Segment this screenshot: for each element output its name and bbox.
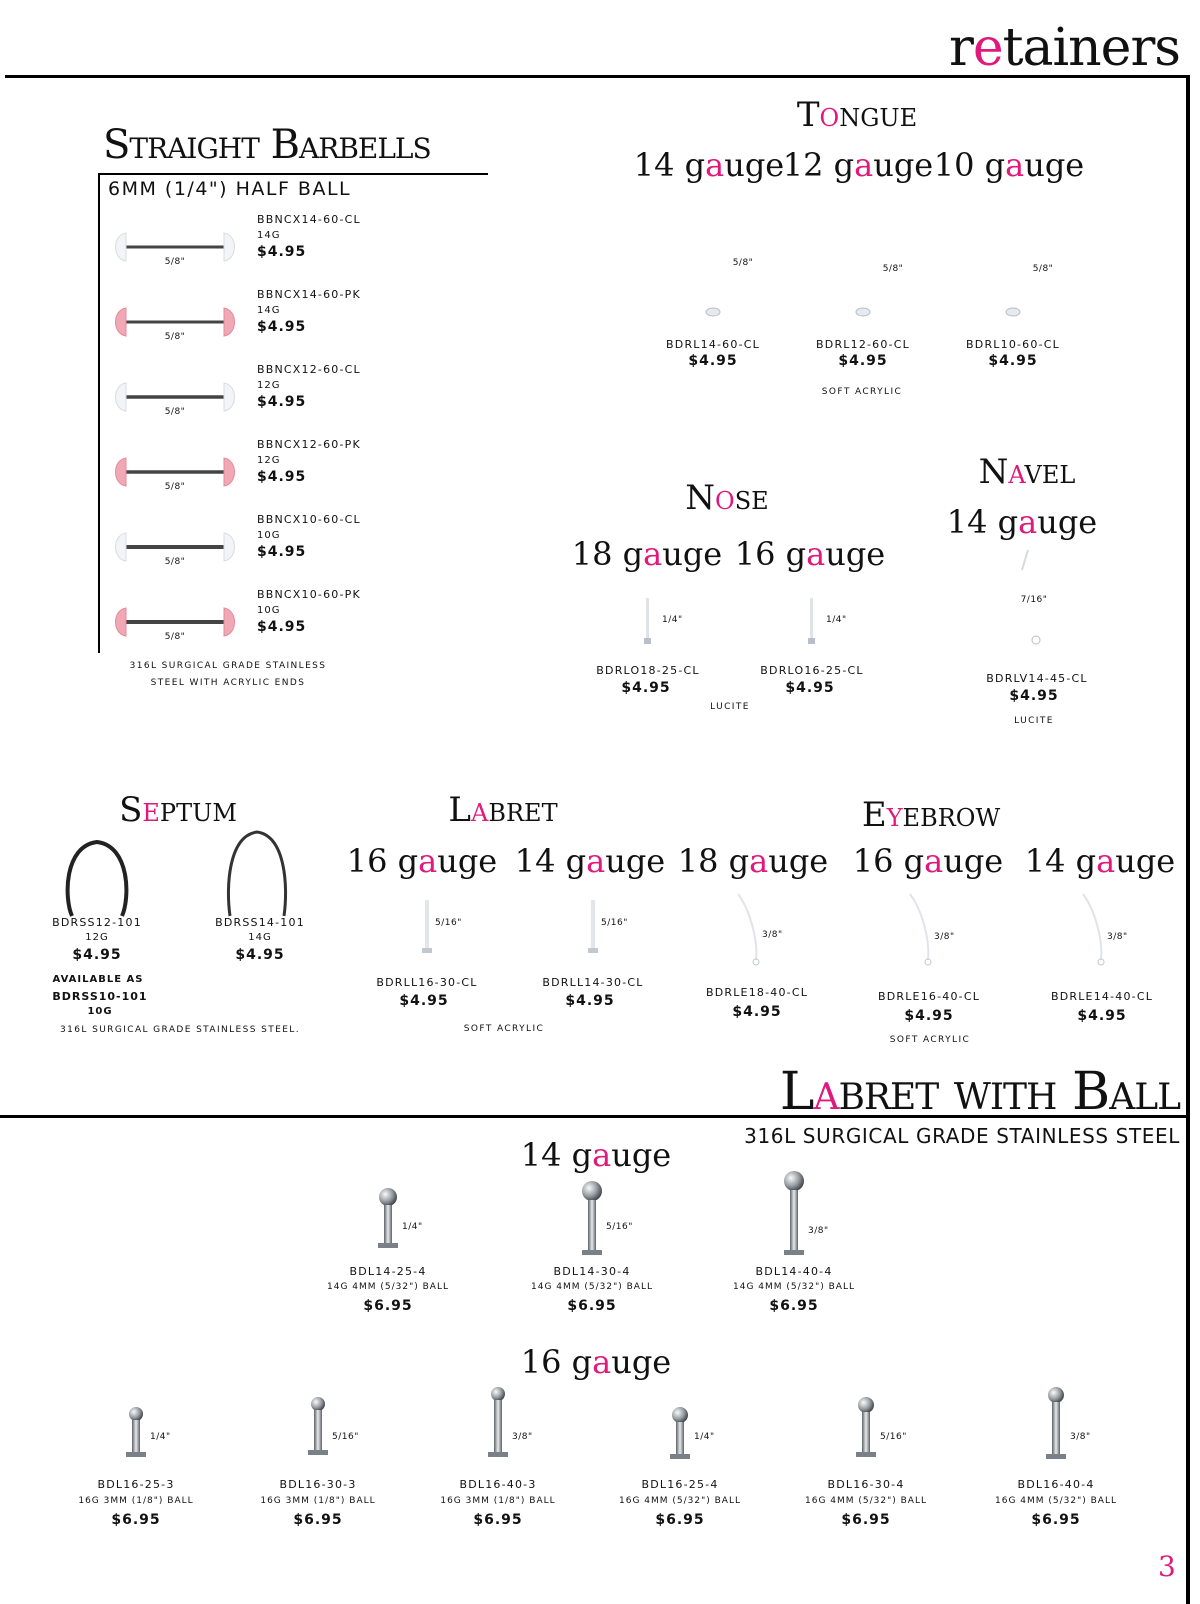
- labret-ball-image: [1036, 1386, 1076, 1464]
- labret-ball-size-label: 1/4": [150, 1432, 171, 1442]
- navel-price: $4.95: [1009, 688, 1059, 704]
- labret-sku: BDRLL16-30-CL: [376, 976, 478, 989]
- labret-ball-desc: 16G 4MM (5/32") BALL: [995, 1496, 1117, 1506]
- labret-ball-sku: BDL16-40-4: [1017, 1478, 1095, 1491]
- barbell-gauge: 10G: [257, 530, 281, 541]
- nose-size-label: 1/4": [826, 615, 847, 625]
- labret-ball-size-label: 3/8": [808, 1226, 829, 1236]
- barbell-size-label: 5/8": [164, 407, 186, 417]
- septum-gauge: 12G: [85, 932, 109, 943]
- tongue-size-label: 5/8": [882, 264, 904, 274]
- septum-ring-12g: [62, 838, 132, 918]
- labret-sku: BDRLL14-30-CL: [542, 976, 644, 989]
- nose-gauge-18: 18 gauge: [571, 535, 723, 573]
- tongue-price: $4.95: [688, 353, 738, 369]
- labret-title: Labret: [448, 790, 558, 830]
- eyebrow-sku: BDRLE16-40-CL: [877, 990, 981, 1003]
- eyebrow-note: SOFT ACRYLIC: [889, 1035, 971, 1045]
- navel-note: LUCITE: [1014, 716, 1054, 726]
- eyebrow-gauge-16: 16 gauge: [852, 842, 1004, 880]
- barbell-gauge: 14G: [257, 305, 281, 316]
- barbell-sku: BBNCX10-60-CL: [257, 513, 361, 526]
- nose-price: $4.95: [621, 680, 671, 696]
- labret-ball-subtitle: 316L SURGICAL GRADE STAINLESS STEEL: [744, 1124, 1180, 1148]
- barbell-size-label: 5/8": [164, 482, 186, 492]
- labret-ball-price: $6.95: [769, 1298, 819, 1314]
- labret-ball-price: $6.95: [473, 1512, 523, 1528]
- barbell-note-1: 316L SURGICAL GRADE STAINLESS: [129, 661, 327, 671]
- labret-ball-image: [478, 1386, 518, 1462]
- labret-ball-image: [298, 1396, 338, 1460]
- labret-ball-price: $6.95: [841, 1512, 891, 1528]
- right-edge-rule: [1186, 75, 1190, 1604]
- labret-ball-desc: 14G 4MM (5/32") BALL: [327, 1282, 449, 1292]
- tongue-title: Tongue: [796, 95, 918, 135]
- labret-size-label: 5/16": [435, 918, 462, 928]
- barbell-price: $4.95: [257, 244, 307, 260]
- labret-note: SOFT ACRYLIC: [463, 1024, 545, 1034]
- labret-ball-desc: 14G 4MM (5/32") BALL: [531, 1282, 653, 1292]
- eyebrow-size-label: 3/8": [762, 930, 783, 940]
- barbell-gauge: 12G: [257, 455, 281, 466]
- nose-title: Nose: [685, 478, 769, 518]
- eyebrow-title: Eyebrow: [861, 795, 1001, 835]
- tongue-sku: BDRL12-60-CL: [816, 338, 910, 351]
- labret-ball-image: [368, 1187, 408, 1253]
- labret-ball-desc: 16G 4MM (5/32") BALL: [805, 1496, 927, 1506]
- labret-ball-image: [572, 1180, 612, 1260]
- labret-ball-sku: BDL16-30-3: [279, 1478, 357, 1491]
- labret-ball-sku: BDL14-25-4: [349, 1265, 427, 1278]
- tongue-note: SOFT ACRYLIC: [821, 387, 903, 397]
- labret-retainer-image: [417, 898, 437, 958]
- eyebrow-sku: BDRLE14-40-CL: [1050, 990, 1154, 1003]
- navel-title: Navel: [978, 452, 1076, 492]
- nose-gauge-16: 16 gauge: [734, 535, 886, 573]
- barbell-size-label: 5/8": [164, 632, 186, 642]
- labret-ball-sku: BDL16-30-4: [827, 1478, 905, 1491]
- septum-price: $4.95: [72, 947, 122, 963]
- septum-sku: BDRSS14-101: [215, 916, 305, 929]
- nose-retainer-image: [802, 596, 822, 650]
- labret-ball-size-label: 3/8": [1070, 1432, 1091, 1442]
- tongue-retainer-image: [703, 305, 723, 319]
- labret-ball-size-label: 1/4": [694, 1432, 715, 1442]
- tongue-size-label: 5/8": [1032, 264, 1054, 274]
- labret-price: $4.95: [399, 993, 449, 1009]
- nose-sku: BDRLO18-25-CL: [596, 664, 700, 677]
- eyebrow-price: $4.95: [904, 1008, 954, 1024]
- septum-title: Septum: [119, 790, 237, 830]
- barbell-price: $4.95: [257, 469, 307, 485]
- barbell-sku: BBNCX12-60-CL: [257, 363, 361, 376]
- septum-available-3: 10G: [87, 1006, 113, 1017]
- labret-ball-price: $6.95: [567, 1298, 617, 1314]
- barbell-size-label: 5/8": [164, 257, 186, 267]
- septum-available-2: BDRSS10-101: [52, 990, 148, 1003]
- barbell-price: $4.95: [257, 544, 307, 560]
- labret-ball-desc: 16G 3MM (1/8") BALL: [440, 1496, 556, 1506]
- labret-size-label: 5/16": [601, 918, 628, 928]
- tongue-price: $4.95: [838, 353, 888, 369]
- labret-ball-gauge-16: 16 gauge: [520, 1343, 672, 1381]
- barbell-gauge: 12G: [257, 380, 281, 391]
- navel-gauge: 14 gauge: [946, 503, 1098, 541]
- septum-available-1: AVAILABLE AS: [52, 974, 144, 985]
- eyebrow-retainer-image: [1077, 890, 1117, 970]
- labret-ball-price: $6.95: [1031, 1512, 1081, 1528]
- tongue-gauge-12: 12 gauge: [782, 146, 934, 184]
- page-title: retainers: [949, 18, 1180, 78]
- labret-ball-title: Labret with Ball: [779, 1062, 1180, 1122]
- labret-price: $4.95: [565, 993, 615, 1009]
- barbell-sku: BBNCX12-60-PK: [257, 438, 361, 451]
- septum-note: 316L SURGICAL GRADE STAINLESS STEEL.: [60, 1025, 300, 1035]
- labret-ball-desc: 16G 3MM (1/8") BALL: [260, 1496, 376, 1506]
- barbell-sku: BBNCX14-60-CL: [257, 213, 361, 226]
- labret-ball-size-label: 5/16": [332, 1432, 359, 1442]
- labret-ball-size-label: 5/16": [606, 1222, 633, 1232]
- labret-ball-image: [774, 1170, 814, 1260]
- barbell-note-2: STEEL WITH ACRYLIC ENDS: [150, 678, 306, 688]
- labret-ball-sku: BDL16-25-3: [97, 1478, 175, 1491]
- labret-gauge-16: 16 gauge: [346, 842, 498, 880]
- labret-ball-sku: BDL16-40-3: [459, 1478, 537, 1491]
- eyebrow-size-label: 3/8": [1107, 932, 1128, 942]
- eyebrow-size-label: 3/8": [934, 932, 955, 942]
- tongue-retainer-image: [853, 305, 873, 319]
- barbell-subtitle: 6MM (1/4") HALF BALL: [108, 178, 352, 200]
- tongue-retainer-image: [1003, 305, 1023, 319]
- labret-ball-gauge-14: 14 gauge: [520, 1136, 672, 1174]
- labret-ball-sku: BDL14-30-4: [553, 1265, 631, 1278]
- nose-size-label: 1/4": [662, 615, 683, 625]
- labret-ball-size-label: 5/16": [880, 1432, 907, 1442]
- eyebrow-price: $4.95: [1077, 1008, 1127, 1024]
- nose-price: $4.95: [785, 680, 835, 696]
- barbell-sku: BBNCX14-60-PK: [257, 288, 361, 301]
- septum-sku: BDRSS12-101: [52, 916, 142, 929]
- barbell-size-label: 5/8": [164, 332, 186, 342]
- barbell-gauge: 10G: [257, 605, 281, 616]
- labret-ball-desc: 16G 4MM (5/32") BALL: [619, 1496, 741, 1506]
- labret-ball-size-label: 3/8": [512, 1432, 533, 1442]
- nose-note: LUCITE: [710, 702, 750, 712]
- nose-sku: BDRLO16-25-CL: [760, 664, 864, 677]
- barbell-size-label: 5/8": [164, 557, 186, 567]
- labret-retainer-image: [583, 898, 603, 958]
- labret-ball-price: $6.95: [111, 1512, 161, 1528]
- labret-ball-price: $6.95: [655, 1512, 705, 1528]
- labret-ball-size-label: 1/4": [402, 1222, 423, 1232]
- labret-ball-desc: 16G 3MM (1/8") BALL: [78, 1496, 194, 1506]
- tongue-sku: BDRL10-60-CL: [966, 338, 1060, 351]
- straight-barbells-title: Straight Barbells: [103, 122, 431, 168]
- eyebrow-sku: BDRLE18-40-CL: [705, 986, 809, 999]
- eyebrow-gauge-18: 18 gauge: [677, 842, 829, 880]
- navel-sku: BDRLV14-45-CL: [986, 672, 1088, 685]
- septum-price: $4.95: [235, 947, 285, 963]
- septum-gauge: 14G: [248, 932, 272, 943]
- labret-ball-sku: BDL14-40-4: [755, 1265, 833, 1278]
- labret-ball-price: $6.95: [363, 1298, 413, 1314]
- barbell-price: $4.95: [257, 319, 307, 335]
- barbell-gauge: 14G: [257, 230, 281, 241]
- tongue-size-label: 5/8": [732, 258, 754, 268]
- navel-size-label: 7/16": [1020, 595, 1048, 605]
- tongue-price: $4.95: [988, 353, 1038, 369]
- barbell-sku: BBNCX10-60-PK: [257, 588, 361, 601]
- labret-gauge-14: 14 gauge: [514, 842, 666, 880]
- tongue-sku: BDRL14-60-CL: [666, 338, 760, 351]
- tongue-gauge-14: 14 gauge: [633, 146, 785, 184]
- eyebrow-gauge-14: 14 gauge: [1024, 842, 1176, 880]
- labret-ball-image: [846, 1396, 886, 1462]
- barbell-price: $4.95: [257, 619, 307, 635]
- barbell-title-rule: [98, 173, 488, 175]
- eyebrow-price: $4.95: [732, 1004, 782, 1020]
- eyebrow-retainer-image: [904, 890, 944, 970]
- labret-ball-sku: BDL16-25-4: [641, 1478, 719, 1491]
- labret-ball-desc: 14G 4MM (5/32") BALL: [733, 1282, 855, 1292]
- page-number: 3: [1158, 1550, 1176, 1583]
- labret-ball-price: $6.95: [293, 1512, 343, 1528]
- nose-retainer-image: [638, 596, 658, 650]
- barbell-left-rule: [98, 173, 100, 653]
- tongue-gauge-10: 10 gauge: [933, 146, 1085, 184]
- barbell-price: $4.95: [257, 394, 307, 410]
- septum-ring-14g: [222, 828, 292, 918]
